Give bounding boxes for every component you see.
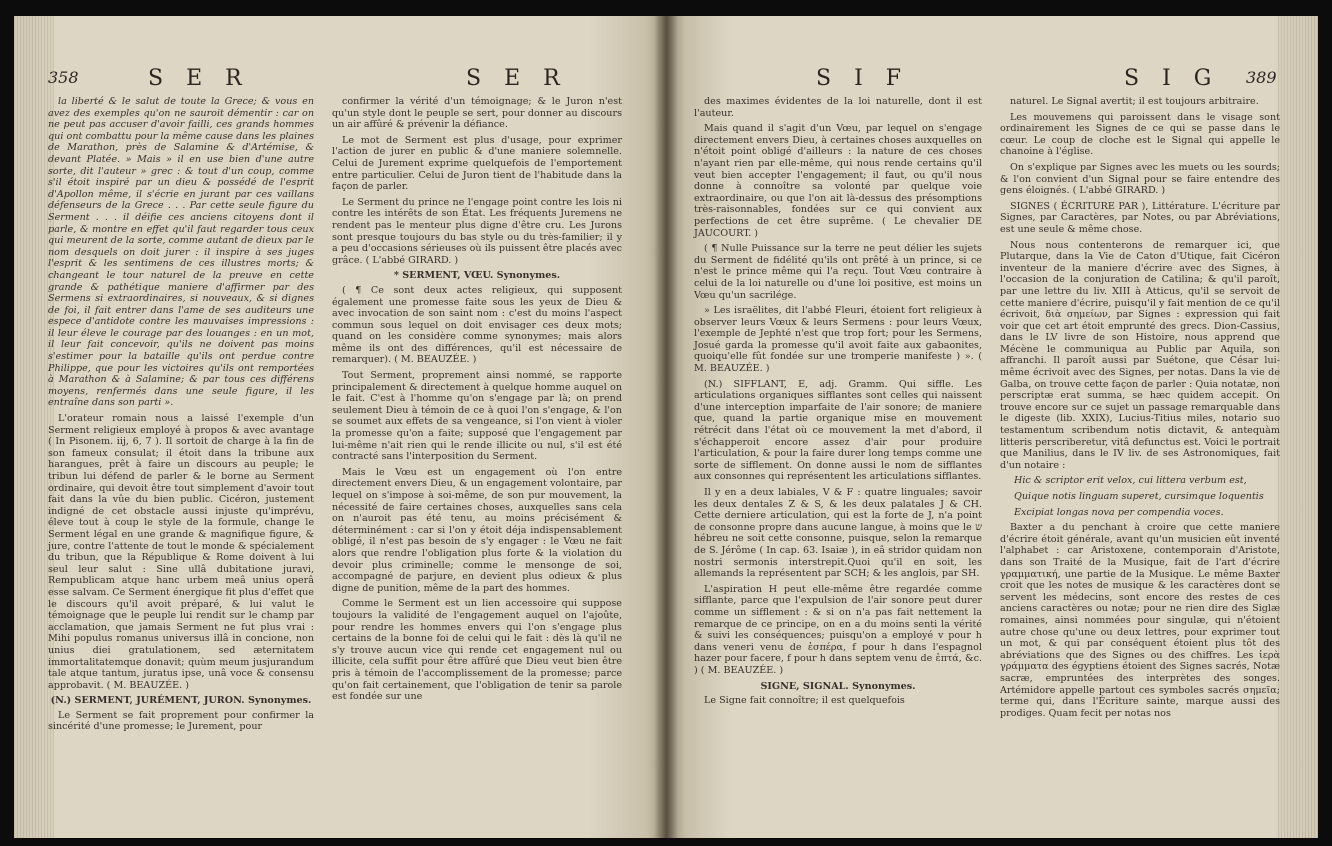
paragraph: naturel. Le Signal avertit; il est toujours arbitraire. [1010, 96, 1259, 107]
paragraph: ( ¶ Nulle Puissance sur la terre ne peut délier les sujets du Serment de fidélité qu'ils ont prêté à un prince, si ce n'est le prince même qui l'a reçu. Tout Vœu contraire à celui de la loi naturelle ou d'une loi positive, est moins un Vœu qu'un sacrilége. [694, 243, 982, 301]
paragraph: Le Signe fait connoître; il est quelquefois [704, 695, 905, 707]
paragraph: des maximes évidentes de la loi naturelle, dont il est l'auteur. [694, 96, 982, 119]
paragraph: Tout Serment, proprement ainsi nommé, se rapporte principalement & directement à quelque homme auquel on le fait. C'est à l'homme qu'on s'engage par là; on prend seulement Dieu à témoin de ce à quoi l'on s'engage, & l'on se soumet aux effets de sa vengeance, si l'on vient à violer la promesse qu'on a faite; supposé que l'engagement par lui-même n'ait rien qui le rende illicite ou nul, s'il est été contracté sans l'interposition du Serment. [332, 370, 622, 463]
paragraph: confirmer la vérité d'un témoignage; & le Juron n'est qu'un style dont le peuple se sert, pour donner au discours un air affûré & prévenir la défiance. [332, 96, 622, 131]
verse-line: Quique notis linguam superet, cursimque loquentis [1014, 491, 1264, 502]
paragraph: Il y en a deux labiales, V & F : quatre linguales; savoir les deux dentales Z & S, & les deux palatales J & CH. Cette derniere articulation, qui est la forte de J, n'a point de consonne propre dans aucune langue, à moins que le ש hébreu ne soit cette consonne, puisque, selon la remarque de S. Jérôme ( In cap. 63. Isaiæ ), in eâ stridor quidam non nostri sermonis interstrepit.Quoi qu'il en soit, les allemands la représentent par SCH; & les anglois, par SH. [694, 487, 982, 580]
right-page-column-1 [694, 96, 982, 711]
paragraph: Mais quand il s'agit d'un Vœu, par lequel on s'engage directement envers Dieu, à certaines choses auxquelles on n'étoit point obligé d'ailleurs : la nature de ces choses n'ayant rien par elle-même, qui nous rende certains qu'il veut bien accepter l'engagement; il faut, ou qu'il nous donne à connoître sa volonté par quelque voie extraordinaire, ou que l'on ait là-dessus des présomptions très-raisonnables, fondées sur ce qui convient aux perfections de cet être suprême. ( Le chevalier DE JAUCOURT. ) [694, 123, 982, 239]
verse-line: Excipiat longas nova per compendia voces. [1014, 506, 1224, 518]
section-heading: SIGNE, SIGNAL. Synonymes. [760, 680, 916, 692]
paragraph: Nous nous contenterons de remarquer ici, que Plutarque, dans la Vie de Caton d'Utique, fait Cicéron inventeur de la maniere d'écrire avec des Signes, à l'occasion de la conjuration de Catilina; & qu'il paroît, par une lettre du liv. XIII à Atticus, qu'il se servoit de cette maniere d'écrire, puisqu'il y fait mention de ce qu'il écrivoit, διὰ σημείων, par Signes : expression qui fait voir que cet art étoit emprunté des grecs. Dion-Cassius, dans le LV livre de son Histoire, nous apprend que Mécène le communiqua au Public par Aquila, son affranchi. Il paroît aussi par Suétone, que César lui-même écrivoit avec des Signes, per notas. Dans la vie de Galba, on trouve cette façon de parler : Quia notatæ, non perscriptæ erat summa, se hæc quidem accepit. On trouve encore sur ce sujet un passage remarquable dans le digeste (lib. XXIX), Lucius-Titius miles, notario suo testamentum scribendum notis dictavit, & antequàm litteris perscriberetur, vitâ defunctus est. Voici le portrait que Manilius, dans le IV liv. de ses Astronomiques, fait d'un notaire : [1000, 239, 1280, 471]
left-page-column-2 [332, 96, 622, 707]
right-page-edge [1278, 16, 1318, 838]
left-page [14, 16, 666, 838]
left-running-head-1: S E R [148, 66, 250, 91]
paragraph: Le mot de Serment est plus d'usage, pour exprimer l'action de jurer en public & d'une maniere solemnelle. Celui de Jurement exprime quelquefois de l'emportement entre particulier. Celui de Juron tient de l'habitude dans la façon de parler. [332, 134, 622, 193]
verse-line: Hic & scriptor erit velox, cui littera verbum est, [1014, 475, 1247, 487]
right-page-column-2 [1000, 96, 1280, 723]
paragraph: Le Serment du prince ne l'engage point contre les lois ni contre les intérêts de son État. Les fréquents Juremens ne rendent pas le menteur plus digne d'être cru. Les Jurons sont presque toujours du bas style ou du très-familier; il y a peu d'occasions sérieuses où ils puissent être placés avec grâce. ( L'abbé GIRARD. ) [332, 196, 622, 266]
open-book [14, 16, 1318, 838]
section-heading: (N.) SERMENT, JURÉMENT, JURON. Synonymes. [50, 695, 312, 707]
left-page-number: 358 [48, 68, 79, 87]
paragraph: » Les israëlites, dit l'abbé Fleuri, étoient fort religieux à observer leurs Vœux & leurs Sermens : pour leurs Vœux, l'exemple de Jephté n'est que trop fort; pour les Sermens, Josué garda la promesse qu'il avoit faite aux gabaonites, quoiqu'elle fût fondée sur une tromperie manifeste ) ». ( M. BEAUZÉE. ) [694, 305, 982, 375]
paragraph: Le Serment se fait proprement pour confirmer la sincérité d'une promesse; le Jurement, pour [48, 709, 314, 733]
paragraph: (N.) SIFFLANT, E, adj. Gramm. Qui siffle. Les articulations organiques sifflantes sont celles qui naissent d'une interception imparfaite de l'air sonore; de maniere que, quand la partie organique mise en mouvement rétrécit dans l'état où ce mouvement la met d'abord, il s'échapperoit encore assez d'air pour produire l'articulation, & pour la faire durer long temps comme une sorte de sifflement. On donne aussi le nom de sifflantes aux consonnes qui représentent les articulations sifflantes. [694, 378, 982, 483]
section-heading: * SERMENT, VŒU. Synonymes. [393, 270, 561, 282]
paragraph: Mais le Vœu est un engagement où l'on entre directement envers Dieu, & un engagement volontaire, par lequel on s'impose à soi-même, de son pur mouvement, la nécessité de faire certaines choses, auxquelles sans cela on n'auroit pas été tenu, au moins précisément & déterminément : car si l'on y étoit déja indispensablement obligé, il n'est pas besoin de s'y engager : le Vœu ne fait alors que rendre l'obligation plus forte & la violation du devoir plus criminelle; comme le mensonge de soi, accompagné de parjure, en devient plus odieux & plus digne de punition, même de la part des hommes. [332, 466, 622, 594]
paragraph: SIGNES ( ÉCRITURE PAR ), Littérature. L'écriture par Signes, par Caractères, par Notes, ou par Abréviations, est une seule & même chose. [1000, 200, 1280, 235]
paragraph: la liberté & le salut de toute la Grece; & vous en avez des exemples qu'on ne sauroit démentir : car on ne peut pas accuser d'avoir failli, ces grands hommes qui ont combattu pour la même cause dans les plaines de Marathon, près de Salamine & d'Artémise, & devant Platée. » Mais » il en use bien d'une autre sorte, dit l'auteur » grec : & tout d'un coup, comme s'il étoit inspiré par un dieu & possédé de l'esprit d'Apollon même, il s'écrie en jurant par ces vaillans défenseurs de la Grece . . . Par cette seule figure du Serment . . . il déifie ces anciens citoyens dont il parle, & montre en effet qu'il faut regarder tous ceux qui meurent de la sorte, comme autant de dieux par le nom desquels on doit jurer : il inspire à ses juges l'esprit & les sentimens de ces illustres morts; & changeant le tour naturel de la preuve en cette grande & pathétique maniere d'affirmer par des Sermens si extraordinaires, si nouveaux, & si dignes de foi, il fait entrer dans l'ame de ses auditeurs une espece d'antidote contre les mauvaises impressions : il leur éleve le courage par des louanges : en un mot, il leur fait concevoir, qu'ils ne doivent pas moins s'estimer pour la bataille qu'ils ont perdue contre Philippe, que pour les victoires qu'ils ont remportées à Marathon & à Salamine; & par tous ces différens moyens, renfermés dans une seule figure, il les entraîne dans son parti ». [48, 96, 314, 409]
right-running-head-left: S I F [816, 66, 910, 91]
paragraph: ( ¶ Ce sont deux actes religieux, qui supposent également une promesse faite sous les yeux de Dieu & avec invocation de son saint nom : c'est du moins l'aspect commun sous lequel on doit envisager ces deux mots; quand on les considère comme synonymes; mais alors même ils ont des différences, qu'il est nécessaire de remarquer). ( M. BEAUZÉE. ) [332, 284, 622, 366]
paragraph: L'aspiration H peut elle-même être regardée comme sifflante, parce que l'expulsion de l'air sonore peut durer comme un sifflement : & si on n'a pas fait nettement la remarque de ce principe, on en a du moins senti la vérité & suivi les conséquences; puisqu'on a employé v pour h dans veneri venu de ἑσπέρα, f pour h dans l'espagnol hazer pour facere, f pour h dans septem venu de ἑπτά, &c. ) ( M. BEAUZÉE. ) [694, 583, 982, 676]
paragraph: Les mouvemens qui paroissent dans le visage sont ordinairement les Signes de ce qui se passe dans le cœur. Le coup de cloche est le Signal qui appelle le chanoine à l'église. [1000, 111, 1280, 158]
left-page-column-1 [48, 96, 314, 737]
left-running-head-2: S E R [466, 66, 568, 91]
paragraph: Baxter a du penchant à croire que cette maniere d'écrire étoit générale, avant qu'un musicien eût inventé l'alphabet : car Aristoxene, contemporain d'Aristote, dans son Traité de la Musique, fait de l'art d'écrire γραμματική, une partie de la Musique. Le même Baxter croit que les notes de musique & les caractères dont se servent les médecins, sont encore des restes de ces anciens caractères ou notæ; pour ne rien dire des Siglæ romaines, ainsi nommées pour singulæ, qui n'étoient autre chose qu'une ou deux lettres, pour exprimer tout un mot, & qui par conséquent étoient plus tôt des abréviations que des Signes ou des chiffres. Les ἱερὰ γράμματα des égyptiens étoient des Signes sacrés, Notæ sacræ, empruntées des interprètes des songes. Artémidore appelle partout ces symboles sacrés σημεῖα; terme qui, dans l'Écriture sainte, marque aussi des prodiges. Quam fecit per notas nos [1000, 522, 1280, 719]
right-running-head-right: S I G [1124, 66, 1220, 91]
book-gutter [654, 16, 678, 838]
right-page-number: 389 [1246, 68, 1277, 87]
paragraph: L'orateur romain nous a laissé l'exemple d'un Serment religieux employé à propos & avec avantage ( In Pisonem. iij, 6, 7 ). Il sortoit de charge à la fin de son fameux consulat; il étoit dans la tribune aux harangues, prêt à faire un discours au peuple; le tribun lui défend de parler & le borne au Serment ordinaire, qui devoit être tout simplement d'avoir tout fait dans la vûe du bien public. Cicéron, justement indigné de cet obstacle aussi injuste qu'imprévu, éleve tout à coup le style de la formule, change le Serment légal en une grande & magnifique figure, & jure, contre l'attente de tout le monde & spécialement du tribun, que la République & Rome doivent à lui seul leur salut : Sine ullâ dubitatione juravi, Rempublicam atque hanc urbem meâ unius operâ esse salvam. Ce Serment énergique fit plus d'effet que le discours qu'il avoit préparé, & lui valut le témoignage que le peuple lui rendit sur le champ par acclamation, que jamais Serment ne fut plus vrai : Mihi populus romanus universus illâ in concione, non unius diei gratulationem, sed æternitatem immortalitatemque donavit; quùm meum jusjurandum tale atque tantum, juratus ipse, unâ voce & consensu approbavit. ( M. BEAUZÉE. ) [48, 413, 314, 691]
paragraph: On s'explique par Signes avec les muets ou les sourds; & l'on convient d'un Signal pour se faire entendre des gens éloignés. ( L'abbé GIRARD. ) [1000, 161, 1280, 197]
paragraph: Comme le Serment est un lien accessoire qui suppose toujours la validité de l'engagement auquel on l'ajoûte, pour rendre les hommes envers qui l'on s'engage plus certains de la bonne foi de celui qui le fait : dès là qu'il ne s'y trouve aucun vice qui rende cet engagement nul ou illicite, cela suffit pour être affûré que Dieu veut bien être pris à témoin de l'accomplissement de la promesse; parce qu'on fait certainement, que l'obligation de tenir sa parole est fondée sur une [332, 598, 622, 703]
right-page [666, 16, 1318, 838]
